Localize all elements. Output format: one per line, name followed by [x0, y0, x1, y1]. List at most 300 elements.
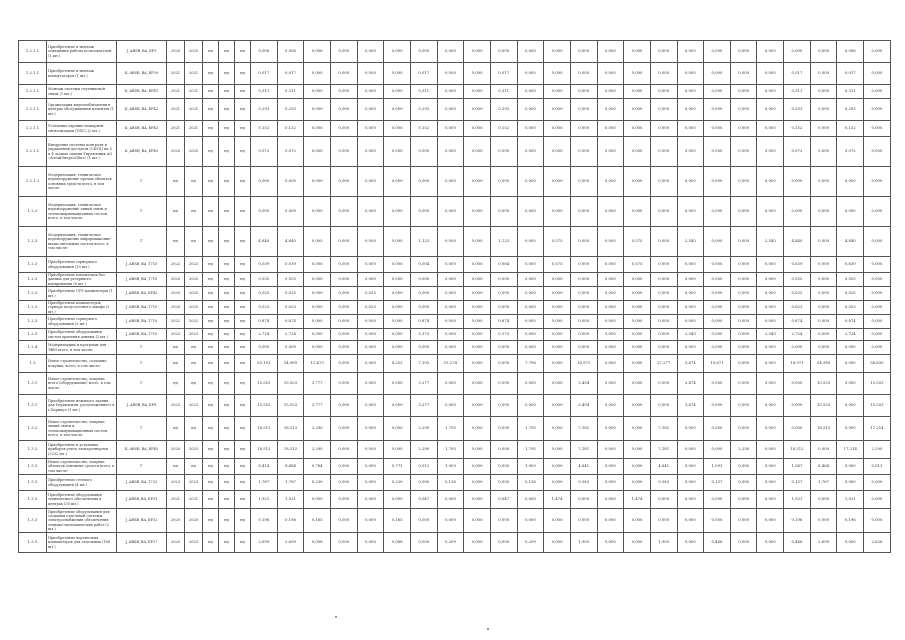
row-value-cell: 0,047	[490, 491, 517, 509]
row-value-cell: 0,006	[251, 41, 278, 63]
row-value-cell: 0,000	[410, 137, 437, 167]
row-value-cell: 0,000	[757, 441, 784, 459]
row-value-cell: 0,000	[517, 41, 544, 63]
row-value-cell: 0,000	[544, 301, 571, 315]
row-value-cell: 0,000	[597, 509, 624, 533]
row-value-cell: 0,000	[704, 63, 731, 85]
row-value-cell: 0,000	[597, 41, 624, 63]
row-value-cell: 0,000	[730, 121, 757, 137]
row-value-cell: 0,000	[757, 417, 784, 441]
row-value-cell: 0,000	[597, 459, 624, 475]
table-row	[19, 121, 891, 137]
row-value-cell: 0,000	[517, 99, 544, 121]
row-value-cell: 0,000	[437, 341, 464, 355]
row-value-cell: 0,000	[704, 197, 731, 227]
row-nd-cell: нд	[219, 99, 235, 121]
row-value-cell: 3,277	[410, 373, 437, 395]
row-value-cell: 0,000	[490, 441, 517, 459]
row-name-cell: Приобретение компьютеров сервера полустоечного шкафа (1 шт.)	[47, 301, 117, 315]
row-value-cell: 0,072	[784, 137, 811, 167]
row-value-cell: 0,000	[810, 85, 837, 99]
row-value-cell: 1,123	[410, 227, 437, 257]
row-value-cell: 0,157	[784, 475, 811, 491]
row-value-cell: 0,000	[650, 41, 677, 63]
row-index-cell: 1.2.1.1	[19, 121, 47, 137]
row-value-cell: 0,000	[544, 315, 571, 329]
row-value-cell: 0,000	[570, 85, 597, 99]
row-year-start-cell: 2021	[167, 63, 185, 85]
row-value-cell: 0,000	[357, 341, 384, 355]
row-value-cell: 0,000	[597, 167, 624, 197]
row-value-cell: 2,724	[784, 329, 811, 341]
row-value-cell: 15,553	[251, 373, 278, 395]
row-value-cell: 0,000	[784, 373, 811, 395]
row-value-cell: 0,000	[544, 341, 571, 355]
row-value-cell: 0,000	[810, 301, 837, 315]
row-nd-cell: нд	[203, 227, 219, 257]
row-value-cell: 0,000	[544, 417, 571, 441]
row-name-cell: Новое строительство, покупка объектов основных средств всего, в том числе:	[47, 459, 117, 475]
row-nd-cell: нд	[219, 41, 235, 63]
row-index-cell: 1.2.3	[19, 301, 47, 315]
row-year-end-cell: 2020	[185, 301, 203, 315]
row-value-cell: 0,157	[704, 475, 731, 491]
row-value-cell: 0,000	[330, 533, 357, 553]
row-value-cell: 0,000	[624, 441, 651, 459]
row-value-cell: 0,000	[330, 341, 357, 355]
row-value-cell: 0,000	[677, 121, 704, 137]
row-value-cell: 0,000	[704, 99, 731, 121]
row-value-cell: 0,000	[517, 167, 544, 197]
row-value-cell: 0,006	[837, 41, 864, 63]
table-row	[19, 459, 891, 475]
row-value-cell: 0,311	[251, 85, 278, 99]
row-value-cell: 0,000	[704, 417, 731, 441]
row-value-cell: 0,000	[597, 137, 624, 167]
row-nd-cell: нд	[203, 341, 219, 355]
row-value-cell: 0,000	[650, 85, 677, 99]
row-value-cell: 0,000	[330, 167, 357, 197]
row-value-cell: 0,000	[677, 459, 704, 475]
row-index-cell: 1.2.3	[19, 287, 47, 301]
table-row	[19, 475, 891, 491]
row-name-cell: Приобретение нежилого здания для Управления, расположенного в г.Барнаул (1 шт.)	[47, 395, 117, 417]
row-value-cell: 0,000	[757, 395, 784, 417]
row-value-cell: 0,000	[357, 373, 384, 395]
row-value-cell: 0,000	[384, 341, 411, 355]
row-value-cell: 56,630	[864, 355, 891, 373]
row-code-cell: J_ABSB_BA_1710	[117, 301, 167, 315]
row-value-cell: 0,000	[757, 167, 784, 197]
row-nd-cell: нд	[235, 341, 251, 355]
row-value-cell: 0,000	[357, 329, 384, 341]
row-value-cell: 0,000	[837, 533, 864, 553]
row-year-end-cell: 2020	[185, 287, 203, 301]
row-value-cell: 0,017	[837, 63, 864, 85]
row-value-cell: 0,000	[464, 197, 491, 227]
row-year-end-cell: 2021	[185, 63, 203, 85]
row-nd-cell: нд	[203, 417, 219, 441]
row-value-cell: 18,513	[810, 417, 837, 441]
row-value-cell: 0,000	[570, 41, 597, 63]
row-value-cell: 0,000	[464, 301, 491, 315]
row-value-cell: 0,000	[410, 287, 437, 301]
row-nd-cell: нд	[235, 441, 251, 459]
row-value-cell: 0,000	[330, 99, 357, 121]
row-code-cell: J_ABSB_BA_1710	[117, 329, 167, 341]
row-value-cell: 3,777	[304, 395, 331, 417]
row-value-cell: 0,000	[677, 315, 704, 329]
row-value-cell: 0,000	[864, 257, 891, 273]
row-nd-cell: нд	[203, 491, 219, 509]
row-value-cell: 0,000	[544, 441, 571, 459]
row-value-cell: 0,000	[677, 491, 704, 509]
row-year-end-cell: 2021	[185, 85, 203, 99]
row-year-end-cell: нд	[185, 197, 203, 227]
row-value-cell: 0,000	[677, 475, 704, 491]
row-value-cell: 0,000	[384, 85, 411, 99]
row-value-cell: 0,000	[437, 395, 464, 417]
row-value-cell: 0,000	[544, 121, 571, 137]
row-year-end-cell: 2020	[185, 137, 203, 167]
row-value-cell: 0,293	[410, 99, 437, 121]
row-value-cell: 0,000	[597, 315, 624, 329]
row-index-cell: 1.2.1.1	[19, 63, 47, 85]
row-value-cell: 3,277	[410, 395, 437, 417]
row-year-end-cell: 2023	[185, 329, 203, 341]
row-value-cell: 0,000	[704, 137, 731, 167]
row-year-end-cell: нд	[185, 417, 203, 441]
row-value-cell: 0,000	[357, 533, 384, 553]
row-value-cell: 0,000	[357, 315, 384, 329]
row-value-cell: 0,000	[464, 227, 491, 257]
row-value-cell: 1,087	[784, 459, 811, 475]
row-value-cell: 0,000	[277, 341, 304, 355]
row-value-cell: 0,000	[864, 475, 891, 491]
row-value-cell: 0,000	[837, 373, 864, 395]
row-value-cell: 0,005	[304, 227, 331, 257]
row-value-cell: 0,000	[810, 121, 837, 137]
row-code-cell: K_ABSB_BA_ЕР43	[117, 121, 167, 137]
row-value-cell: 0,000	[624, 329, 651, 341]
row-value-cell: 0,000	[784, 41, 811, 63]
row-value-cell: 0,311	[490, 85, 517, 99]
row-value-cell: 0,000	[730, 509, 757, 533]
row-value-cell: 0,000	[304, 491, 331, 509]
row-value-cell: 0,000	[570, 121, 597, 137]
row-year-end-cell: 2020	[185, 509, 203, 533]
row-value-cell: 0,000	[464, 137, 491, 167]
row-code-cell: J_ABSB_BA_ЕР42	[117, 287, 167, 301]
row-year-end-cell: 2023	[185, 395, 203, 417]
row-value-cell: 0,000	[410, 167, 437, 197]
row-value-cell: 0,017	[277, 63, 304, 85]
row-nd-cell: нд	[219, 373, 235, 395]
row-value-cell: 0,000	[464, 491, 491, 509]
table-row	[19, 441, 891, 459]
row-value-cell: 0,000	[464, 355, 491, 373]
row-value-cell: 0,000	[677, 167, 704, 197]
row-value-cell: 0,000	[330, 197, 357, 227]
row-value-cell: 0,000	[330, 41, 357, 63]
row-value-cell: 0,152	[251, 121, 278, 137]
row-index-cell: 1.3.3	[19, 509, 47, 533]
row-value-cell: 1,474	[624, 491, 651, 509]
row-value-cell: 0,555	[784, 273, 811, 287]
row-value-cell: 0,000	[517, 197, 544, 227]
row-value-cell: 0,000	[517, 137, 544, 167]
row-value-cell: 0,000	[757, 341, 784, 355]
row-value-cell: 0,000	[357, 137, 384, 167]
row-value-cell: 0,000	[544, 459, 571, 475]
row-value-cell: 19,671	[704, 355, 731, 373]
row-value-cell: 0,000	[597, 99, 624, 121]
row-value-cell: 11,473	[304, 355, 331, 373]
row-year-start-cell: 2021	[167, 491, 185, 509]
row-value-cell: 7,103	[410, 355, 437, 373]
row-value-cell: 0,000	[570, 301, 597, 315]
row-nd-cell: нд	[219, 395, 235, 417]
row-value-cell: 0,575	[544, 227, 571, 257]
row-value-cell: 1,123	[490, 227, 517, 257]
row-value-cell: 0,000	[490, 273, 517, 287]
row-value-cell: 0,000	[624, 417, 651, 441]
row-year-end-cell: 2021	[185, 121, 203, 137]
row-value-cell: 0,185	[304, 509, 331, 533]
row-nd-cell: нд	[203, 287, 219, 301]
row-value-cell: 0,000	[490, 509, 517, 533]
row-nd-cell: нд	[203, 441, 219, 459]
row-value-cell: 0,000	[570, 257, 597, 273]
row-value-cell: 0,639	[837, 257, 864, 273]
row-nd-cell: нд	[219, 197, 235, 227]
row-value-cell: 0,000	[437, 301, 464, 315]
row-year-end-cell: 2022	[185, 257, 203, 273]
row-nd-cell: нд	[219, 63, 235, 85]
row-nd-cell: нд	[203, 533, 219, 553]
row-value-cell: 0,000	[624, 509, 651, 533]
row-value-cell: 0,000	[410, 533, 437, 553]
row-value-cell: 0,000	[410, 273, 437, 287]
row-value-cell: 54,989	[277, 355, 304, 373]
row-value-cell: 0,000	[384, 441, 411, 459]
row-value-cell: 0,000	[730, 459, 757, 475]
row-name-cell: Приобретение и монтаж коммутаторов (1 шт.)	[47, 63, 117, 85]
row-value-cell: 0,000	[597, 373, 624, 395]
row-value-cell: 0,000	[490, 475, 517, 491]
row-value-cell: 0,023	[251, 301, 278, 315]
row-value-cell: 0,000	[410, 301, 437, 315]
row-nd-cell: нд	[219, 121, 235, 137]
row-nd-cell: нд	[203, 257, 219, 273]
row-value-cell: 0,000	[704, 341, 731, 355]
table-row	[19, 373, 891, 395]
row-value-cell: 0,000	[757, 459, 784, 475]
row-value-cell: 0,000	[650, 257, 677, 273]
row-value-cell: 0,000	[464, 509, 491, 533]
row-nd-cell: нд	[203, 373, 219, 395]
row-code-cell: Г	[117, 417, 167, 441]
row-index-cell: 1.2.1.1	[19, 137, 47, 167]
row-value-cell: 0,000	[757, 355, 784, 373]
row-value-cell: 0,000	[544, 533, 571, 553]
row-nd-cell: нд	[235, 287, 251, 301]
row-value-cell: 0,000	[330, 315, 357, 329]
row-nd-cell: нд	[235, 41, 251, 63]
row-value-cell: 0,000	[437, 287, 464, 301]
row-value-cell: 0,000	[677, 41, 704, 63]
table-row	[19, 301, 891, 315]
row-name-cell: Установка охранно-пожарной сигнализации (ОПС) (2 шт.)	[47, 121, 117, 137]
row-value-cell: 0,000	[437, 137, 464, 167]
row-index-cell: 1.3.2	[19, 441, 47, 459]
row-value-cell: 54,989	[810, 355, 837, 373]
row-nd-cell: нд	[203, 63, 219, 85]
row-value-cell: 0,025	[277, 287, 304, 301]
row-value-cell: 0,784	[304, 459, 331, 475]
row-nd-cell: нд	[235, 301, 251, 315]
row-value-cell: 0,000	[544, 273, 571, 287]
row-value-cell: 0,000	[864, 197, 891, 227]
row-value-cell: 1,921	[251, 491, 278, 509]
row-value-cell: 0,000	[464, 287, 491, 301]
row-value-cell: 0,023	[277, 301, 304, 315]
row-value-cell: 0,025	[251, 287, 278, 301]
row-nd-cell: нд	[219, 227, 235, 257]
row-value-cell: 0,000	[730, 355, 757, 373]
row-code-cell: J_ABSB_BA_ЕР32	[117, 509, 167, 533]
row-year-end-cell: 2021	[185, 99, 203, 121]
row-code-cell: J_ABSB_BA_1710	[117, 315, 167, 329]
row-value-cell: 0,000	[864, 329, 891, 341]
row-value-cell: 0,000	[864, 341, 891, 355]
row-value-cell: 0,000	[570, 197, 597, 227]
row-value-cell: 0,000	[464, 373, 491, 395]
row-value-cell: 0,000	[677, 197, 704, 227]
row-value-cell: 0,583	[650, 475, 677, 491]
row-value-cell: 0,000	[730, 287, 757, 301]
row-value-cell: 0,000	[490, 41, 517, 63]
row-value-cell: 0,000	[784, 417, 811, 441]
row-value-cell: 0,039	[251, 257, 278, 273]
row-value-cell: 17,214	[837, 441, 864, 459]
row-value-cell: 0,000	[677, 533, 704, 553]
row-value-cell: 0,000	[810, 99, 837, 121]
row-code-cell: Г	[117, 373, 167, 395]
row-value-cell: 0,000	[677, 301, 704, 315]
row-value-cell: 0,000	[517, 491, 544, 509]
row-value-cell: 0,000	[704, 227, 731, 257]
row-value-cell: 0,000	[650, 121, 677, 137]
row-value-cell: 0,000	[437, 257, 464, 273]
row-value-cell: 0,000	[784, 197, 811, 227]
row-value-cell: 0,000	[624, 197, 651, 227]
row-value-cell: 0,000	[437, 167, 464, 197]
row-index-cell: 1.2.1.1	[19, 99, 47, 121]
row-value-cell: 0,000	[357, 395, 384, 417]
row-name-cell: Приобретение UPS компьютеры (1 шт.)	[47, 287, 117, 301]
row-value-cell: 15,553	[277, 395, 304, 417]
row-value-cell: 0,000	[597, 197, 624, 227]
row-nd-cell: нд	[235, 329, 251, 341]
row-code-cell: Г	[117, 167, 167, 197]
row-value-cell: 3,494	[570, 373, 597, 395]
row-name-cell: Приобретение и установка приборов учета электроэнергии (3232 шт.)	[47, 441, 117, 459]
row-value-cell: 0,000	[757, 99, 784, 121]
row-value-cell: 0,000	[464, 329, 491, 341]
row-value-cell: 0,025	[837, 287, 864, 301]
row-nd-cell: нд	[203, 301, 219, 315]
row-value-cell: 0,000	[864, 41, 891, 63]
row-value-cell: 0,000	[330, 509, 357, 533]
row-value-cell: 0,000	[730, 315, 757, 329]
table-row	[19, 63, 891, 85]
row-nd-cell: нд	[219, 257, 235, 273]
row-code-cell: J_ABSB_BA_1723	[117, 475, 167, 491]
row-value-cell: 0,000	[330, 459, 357, 475]
table-row	[19, 287, 891, 301]
row-value-cell: 0,000	[517, 273, 544, 287]
row-index-cell: 1.3.1	[19, 373, 47, 395]
row-nd-cell: нд	[219, 137, 235, 167]
row-year-start-cell: 2022	[167, 315, 185, 329]
row-value-cell: 0,000	[650, 287, 677, 301]
row-value-cell: 0,874	[277, 315, 304, 329]
row-index-cell: 1.2.1.1	[19, 85, 47, 99]
row-value-cell: 0,000	[544, 329, 571, 341]
row-value-cell: 0,000	[864, 287, 891, 301]
row-value-cell: 0,000	[810, 167, 837, 197]
row-value-cell: 0,000	[330, 257, 357, 273]
row-value-cell: 1,795	[437, 441, 464, 459]
row-value-cell: 0,000	[810, 63, 837, 85]
row-value-cell: 0,000	[304, 85, 331, 99]
row-value-cell: 0,000	[570, 137, 597, 167]
row-name-cell: Приобретение переносных компьютеров для отдельных (188 шт.)	[47, 533, 117, 553]
row-value-cell: 0,000	[384, 329, 411, 341]
row-name-cell: Приобретение и монтаж оснащения работы пользователей (1 шт.)	[47, 41, 117, 63]
row-value-cell: 0,000	[730, 329, 757, 341]
row-value-cell: 0,874	[784, 315, 811, 329]
row-value-cell: 0,000	[650, 341, 677, 355]
row-value-cell: 0,000	[464, 41, 491, 63]
row-value-cell: 0,000	[624, 475, 651, 491]
row-value-cell: 0,000	[490, 341, 517, 355]
row-value-cell: 0,000	[597, 329, 624, 341]
row-value-cell: 0,555	[251, 273, 278, 287]
row-value-cell: 0,000	[757, 257, 784, 273]
row-name-cell: Приобретение оборудования систем хранения данных (2 шт.)	[47, 329, 117, 341]
row-value-cell: 0,000	[624, 41, 651, 63]
row-value-cell: 0,000	[677, 509, 704, 533]
row-value-cell: 0,000	[251, 341, 278, 355]
row-value-cell: 0,000	[730, 227, 757, 257]
row-nd-cell: нд	[235, 137, 251, 167]
row-value-cell: 0,000	[730, 533, 757, 553]
row-nd-cell: нд	[203, 121, 219, 137]
row-value-cell: 0,000	[757, 509, 784, 533]
row-year-start-cell: нд	[167, 341, 185, 355]
row-value-cell: 0,196	[251, 509, 278, 533]
row-value-cell: 0,000	[570, 287, 597, 301]
table-row	[19, 167, 891, 197]
row-value-cell: 0,000	[837, 417, 864, 441]
row-value-cell: 0,000	[570, 491, 597, 509]
row-value-cell: 18,512	[251, 441, 278, 459]
row-year-end-cell: 2021	[185, 491, 203, 509]
row-value-cell: 0,874	[251, 315, 278, 329]
row-value-cell: 0,017	[490, 63, 517, 85]
